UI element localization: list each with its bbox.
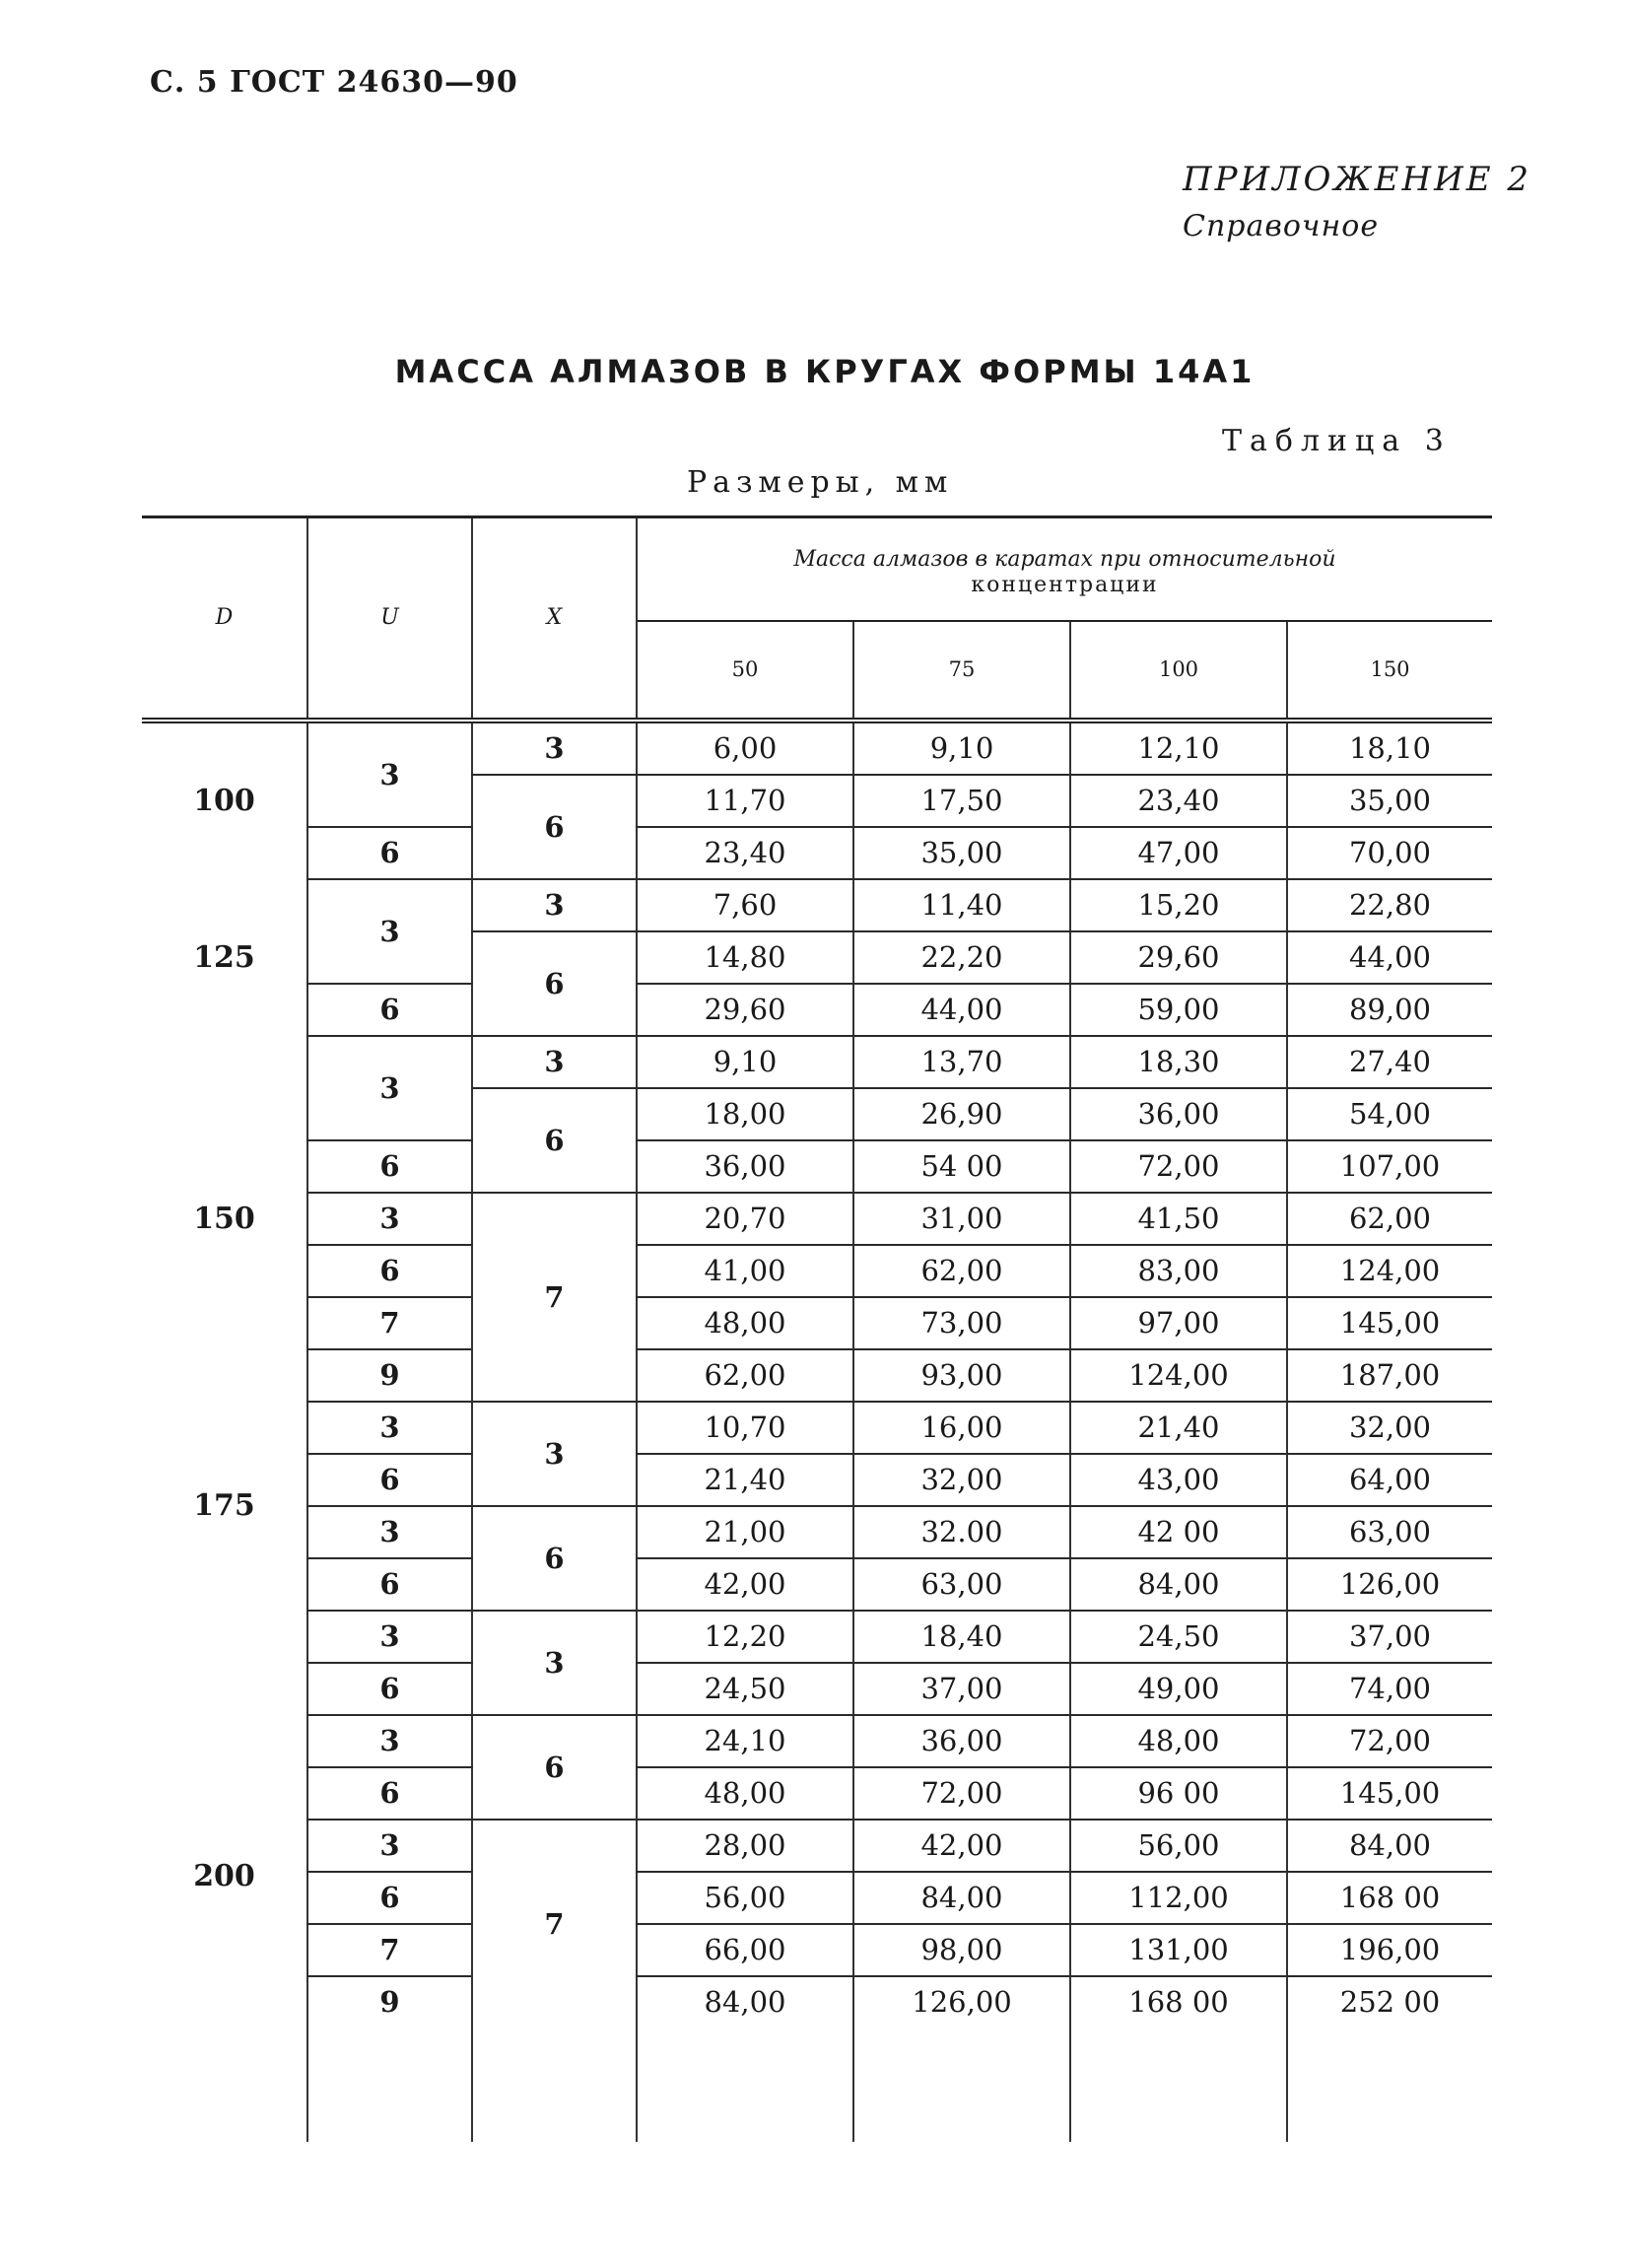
cell-mass-150: 70,00: [1287, 827, 1492, 879]
table-row: [142, 1193, 1492, 1245]
cell-mass-100: 168 00: [1070, 1976, 1287, 2027]
cell-mass-100: 42 00: [1070, 1506, 1287, 1558]
cell-mass-100: 21,40: [1070, 1402, 1287, 1454]
page-header: С. 5 ГОСТ 24630—90: [150, 65, 518, 100]
cell-u: 3: [307, 721, 472, 827]
header-conc-100: 100: [1070, 621, 1287, 721]
cell-mass-75: 98,00: [853, 1924, 1070, 1976]
cell-u: 7: [307, 1924, 472, 1976]
cell-mass-150: 168 00: [1287, 1872, 1492, 1924]
cell-mass-75: 72,00: [853, 1767, 1070, 1820]
cell-mass-50: 23,40: [637, 827, 853, 879]
header-mass-line2: концентрации: [971, 573, 1159, 598]
cell-mass-150: 124,00: [1287, 1245, 1492, 1297]
cell-mass-150: 84,00: [1287, 1820, 1492, 1872]
cell-mass-100: 124,00: [1070, 1349, 1287, 1402]
table-row: [142, 1036, 1492, 1088]
table-row: [142, 1558, 1492, 1611]
cell-d: 100: [193, 784, 255, 818]
cell-mass-150: 74,00: [1287, 1663, 1492, 1715]
table-row: [142, 1767, 1492, 1820]
cell-mass-150: 32,00: [1287, 1402, 1492, 1454]
cell-mass-50: 21,40: [637, 1454, 853, 1506]
cell-d: 125: [193, 939, 255, 975]
cell-mass-75: 63,00: [853, 1558, 1070, 1611]
cell-mass-150: 72,00: [1287, 1715, 1492, 1767]
document-title: МАССА АЛМАЗОВ В КРУГАХ ФОРМЫ 14А1: [394, 353, 1256, 390]
cell-mass-150: 63,00: [1287, 1506, 1492, 1558]
table-row: [142, 827, 1492, 879]
table-row: [142, 879, 1492, 931]
table-row: [142, 1663, 1492, 1715]
cell-mass-100: 15,20: [1070, 879, 1287, 931]
cell-x: 6: [472, 1506, 637, 1611]
cell-mass-100: 96 00: [1070, 1767, 1287, 1820]
cell-x: 7: [472, 1193, 637, 1402]
cell-mass-100: 84,00: [1070, 1558, 1287, 1611]
table-row: [142, 1611, 1492, 1663]
table-row: [142, 984, 1492, 1036]
cell-mass-100: 18,30: [1070, 1036, 1287, 1088]
cell-mass-150: 62,00: [1287, 1193, 1492, 1245]
cell-mass-100: 47,00: [1070, 827, 1287, 879]
cell-mass-100: 12,10: [1070, 721, 1287, 775]
cell-mass-75: 73,00: [853, 1297, 1070, 1349]
table-row: [142, 1297, 1492, 1349]
cell-mass-75: 11,40: [853, 879, 1070, 931]
cell-mass-100: 97,00: [1070, 1297, 1287, 1349]
cell-u: 6: [307, 1663, 472, 1715]
filler-cell: [637, 2027, 853, 2142]
table-row: [142, 1976, 1492, 2027]
cell-x: 3: [472, 1036, 637, 1088]
cell-u: 3: [307, 1715, 472, 1767]
cell-mass-50: 9,10: [637, 1036, 853, 1088]
cell-mass-50: 66,00: [637, 1924, 853, 1976]
table-label: Таблица 3: [1222, 424, 1452, 458]
cell-x: 6: [472, 1715, 637, 1820]
cell-d: 150: [193, 1201, 255, 1236]
cell-mass-150: 27,40: [1287, 1036, 1492, 1088]
table-row: [142, 1140, 1492, 1193]
cell-mass-75: 32,00: [853, 1454, 1070, 1506]
cell-mass-100: 112,00: [1070, 1872, 1287, 1924]
cell-mass-150: 44,00: [1287, 931, 1492, 984]
cell-mass-100: 23,40: [1070, 775, 1287, 827]
header-conc-50: 50: [637, 621, 853, 721]
cell-mass-50: 24,50: [637, 1663, 853, 1715]
cell-mass-50: 62,00: [637, 1349, 853, 1402]
cell-mass-75: 54 00: [853, 1140, 1070, 1193]
cell-mass-50: 42,00: [637, 1558, 853, 1611]
filler-cell: [1287, 2027, 1492, 2142]
cell-mass-50: 20,70: [637, 1193, 853, 1245]
cell-u: 6: [307, 984, 472, 1036]
cell-mass-50: 84,00: [637, 1976, 853, 2027]
filler-cell: [472, 2027, 637, 2142]
cell-mass-50: 24,10: [637, 1715, 853, 1767]
cell-mass-50: 6,00: [637, 721, 853, 775]
cell-mass-50: 12,20: [637, 1611, 853, 1663]
cell-mass-150: 35,00: [1287, 775, 1492, 827]
cell-mass-75: 13,70: [853, 1036, 1070, 1088]
cell-x: 6: [472, 931, 637, 1036]
cell-mass-75: 37,00: [853, 1663, 1070, 1715]
cell-x: 6: [472, 1088, 637, 1193]
cell-mass-150: 89,00: [1287, 984, 1492, 1036]
table-row: [142, 721, 1492, 775]
cell-mass-100: 72,00: [1070, 1140, 1287, 1193]
table-row: [142, 1349, 1492, 1402]
cell-u: 3: [307, 1611, 472, 1663]
cell-u: 9: [307, 1976, 472, 2027]
cell-mass-50: 7,60: [637, 879, 853, 931]
cell-x: 7: [472, 1820, 637, 2027]
header-mass-line1: Масса алмазов в каратах при относительной: [793, 547, 1336, 573]
cell-mass-75: 42,00: [853, 1820, 1070, 1872]
cell-mass-75: 22,20: [853, 931, 1070, 984]
cell-mass-100: 56,00: [1070, 1820, 1287, 1872]
filler-cell: [853, 2027, 1070, 2142]
cell-mass-100: 49,00: [1070, 1663, 1287, 1715]
cell-u: 3: [307, 1820, 472, 1872]
cell-mass-50: 41,00: [637, 1245, 853, 1297]
cell-u: 6: [307, 1140, 472, 1193]
cell-mass-50: 36,00: [637, 1140, 853, 1193]
cell-u: 3: [307, 1402, 472, 1454]
table-row: [142, 1820, 1492, 1872]
cell-mass-100: 43,00: [1070, 1454, 1287, 1506]
cell-mass-50: 18,00: [637, 1088, 853, 1140]
cell-mass-75: 26,90: [853, 1088, 1070, 1140]
table-row: [142, 1872, 1492, 1924]
cell-mass-75: 16,00: [853, 1402, 1070, 1454]
cell-mass-150: 187,00: [1287, 1349, 1492, 1402]
cell-u: 9: [307, 1349, 472, 1402]
cell-u: 3: [307, 1506, 472, 1558]
cell-u: 6: [307, 827, 472, 879]
cell-mass-150: 196,00: [1287, 1924, 1492, 1976]
cell-mass-75: 31,00: [853, 1193, 1070, 1245]
cell-u: 6: [307, 1872, 472, 1924]
cell-x: 3: [472, 1402, 637, 1506]
cell-mass-50: 29,60: [637, 984, 853, 1036]
cell-mass-50: 14,80: [637, 931, 853, 984]
cell-mass-50: 48,00: [637, 1297, 853, 1349]
cell-mass-75: 93,00: [853, 1349, 1070, 1402]
diamond-mass-table: [142, 515, 1492, 2142]
header-mass: [637, 517, 1492, 621]
filler-cell: [1070, 2027, 1287, 2142]
cell-u: 6: [307, 1767, 472, 1820]
cell-x: 6: [472, 775, 637, 879]
cell-mass-150: 18,10: [1287, 721, 1492, 775]
header-conc-75: 75: [853, 621, 1070, 721]
table-row: [142, 1454, 1492, 1506]
cell-x: 3: [472, 879, 637, 931]
appendix-note: Справочное: [1183, 209, 1380, 243]
cell-mass-75: 62,00: [853, 1245, 1070, 1297]
cell-mass-150: 107,00: [1287, 1140, 1492, 1193]
table-row: [142, 1506, 1492, 1558]
cell-u: 6: [307, 1245, 472, 1297]
cell-mass-50: 10,70: [637, 1402, 853, 1454]
cell-u: 6: [307, 1558, 472, 1611]
table-row: [142, 1715, 1492, 1767]
cell-mass-75: 18,40: [853, 1611, 1070, 1663]
cell-d: 200: [193, 1858, 255, 1893]
cell-mass-100: 29,60: [1070, 931, 1287, 984]
units-label: Размеры, мм: [687, 465, 954, 500]
cell-mass-75: 44,00: [853, 984, 1070, 1036]
cell-mass-100: 41,50: [1070, 1193, 1287, 1245]
header-conc-150: 150: [1287, 621, 1492, 721]
table-row: [142, 1245, 1492, 1297]
cell-x: 3: [472, 721, 637, 775]
header-d: D: [215, 605, 234, 631]
cell-mass-50: 48,00: [637, 1767, 853, 1820]
table-filler-row: [142, 2027, 1492, 2142]
cell-mass-75: 17,50: [853, 775, 1070, 827]
cell-mass-50: 28,00: [637, 1820, 853, 1872]
cell-mass-150: 37,00: [1287, 1611, 1492, 1663]
table-row: [142, 1402, 1492, 1454]
cell-mass-150: 145,00: [1287, 1767, 1492, 1820]
cell-mass-75: 35,00: [853, 827, 1070, 879]
table-body: [142, 721, 1492, 2142]
cell-mass-150: 252 00: [1287, 1976, 1492, 2027]
cell-mass-100: 36,00: [1070, 1088, 1287, 1140]
header-x: X: [472, 517, 637, 721]
cell-mass-75: 32.00: [853, 1506, 1070, 1558]
table-row: [142, 1924, 1492, 1976]
cell-mass-100: 83,00: [1070, 1245, 1287, 1297]
cell-mass-50: 56,00: [637, 1872, 853, 1924]
cell-mass-150: 126,00: [1287, 1558, 1492, 1611]
appendix-title: ПРИЛОЖЕНИЕ 2: [1183, 160, 1532, 199]
cell-u: 3: [307, 1036, 472, 1140]
cell-mass-150: 22,80: [1287, 879, 1492, 931]
cell-u: 3: [307, 879, 472, 984]
cell-mass-100: 59,00: [1070, 984, 1287, 1036]
cell-u: 6: [307, 1454, 472, 1506]
cell-mass-75: 84,00: [853, 1872, 1070, 1924]
cell-d: 175: [193, 1488, 255, 1523]
filler-cell: [307, 2027, 472, 2142]
cell-mass-150: 64,00: [1287, 1454, 1492, 1506]
cell-mass-75: 126,00: [853, 1976, 1070, 2027]
cell-mass-75: 9,10: [853, 721, 1070, 775]
cell-mass-75: 36,00: [853, 1715, 1070, 1767]
cell-mass-100: 131,00: [1070, 1924, 1287, 1976]
header-u: U: [307, 517, 472, 721]
cell-x: 3: [472, 1611, 637, 1715]
cell-u: 7: [307, 1297, 472, 1349]
cell-mass-100: 24,50: [1070, 1611, 1287, 1663]
cell-mass-50: 11,70: [637, 775, 853, 827]
cell-u: 3: [307, 1193, 472, 1245]
cell-mass-150: 54,00: [1287, 1088, 1492, 1140]
cell-mass-150: 145,00: [1287, 1297, 1492, 1349]
cell-mass-50: 21,00: [637, 1506, 853, 1558]
cell-mass-100: 48,00: [1070, 1715, 1287, 1767]
